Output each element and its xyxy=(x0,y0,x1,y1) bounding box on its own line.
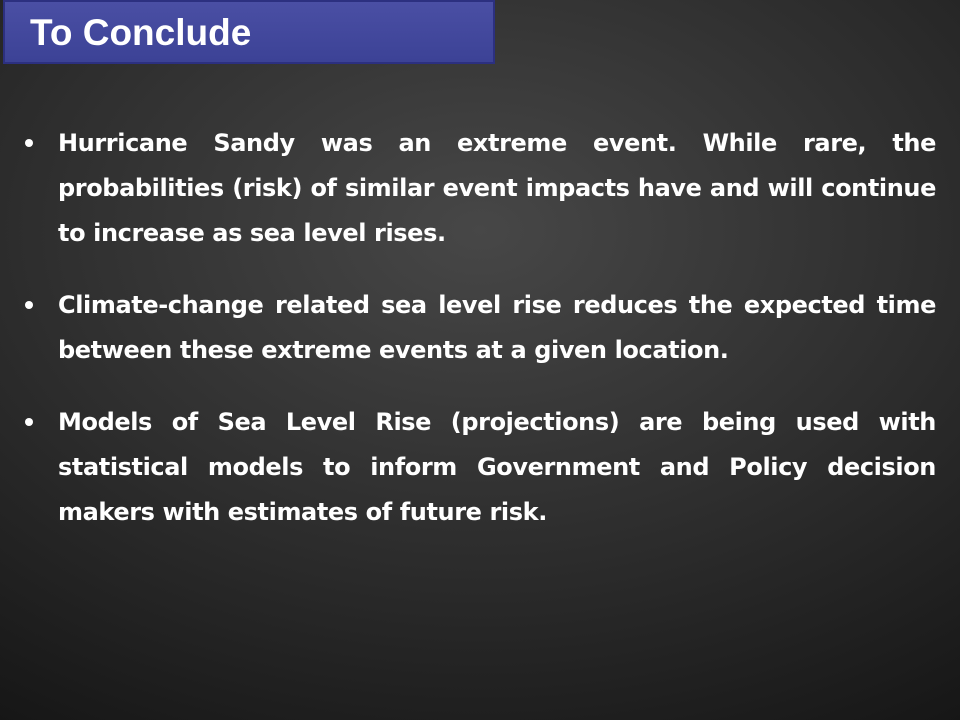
slide-title: To Conclude xyxy=(30,12,252,53)
bullet-text: Hurricane Sandy was an extreme event. While rare, the probabilities (risk) of similar event impacts have and will continue to increase as sea level rises. xyxy=(58,129,936,247)
bullet-text: Models of Sea Level Rise (projections) are being used with statistical models to inform Government and Policy decision makers with estimates of future risk. xyxy=(58,408,936,526)
title-banner xyxy=(3,0,495,64)
bullet-dot-icon xyxy=(25,139,33,147)
bullet-list xyxy=(24,121,936,562)
bullet-dot-icon xyxy=(25,418,33,426)
bullet-dot-icon xyxy=(25,301,33,309)
bullet-item xyxy=(24,400,936,535)
bullet-item xyxy=(24,283,936,373)
bullet-text: Climate-change related sea level rise reduces the expected time between these extreme events at a given location. xyxy=(58,291,936,364)
bullet-item xyxy=(24,121,936,256)
